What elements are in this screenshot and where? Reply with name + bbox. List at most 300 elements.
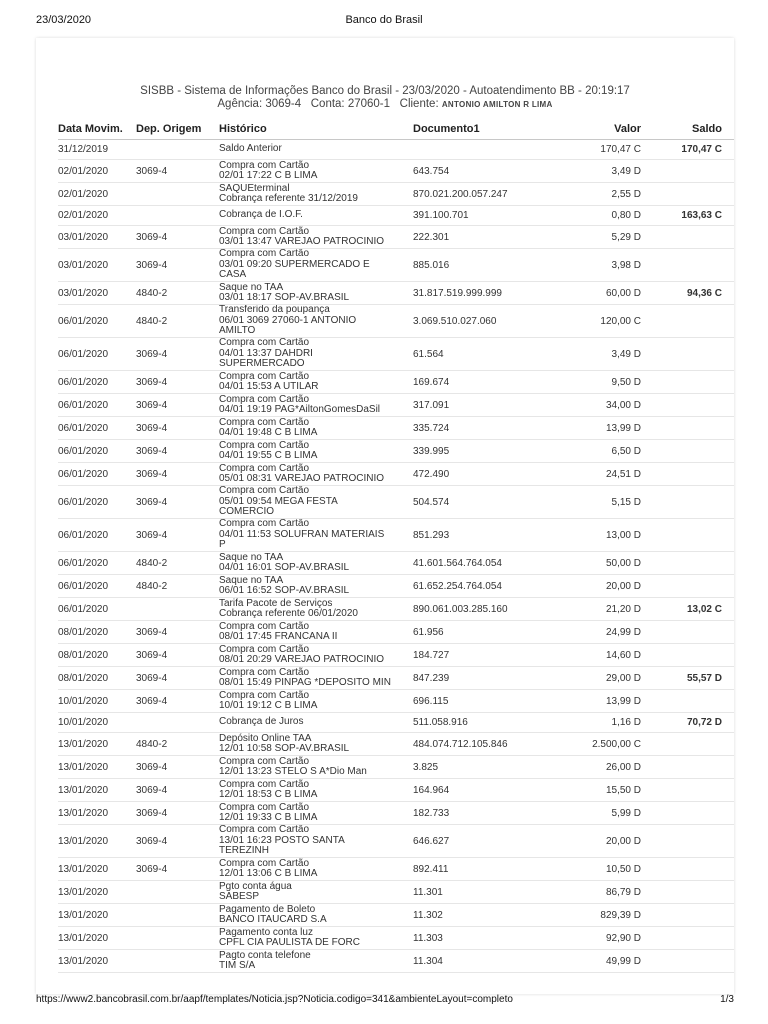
page-url: https://www2.bancobrasil.com.br/aapf/templates/Noticia.jsp?Noticia.codigo=341&ambienteLayout=completo [36,994,513,1005]
cell-valor: 3,49 D [542,160,641,183]
cell-dep [136,904,219,927]
cell-valor: 13,99 D [542,417,641,440]
table-row [58,756,734,779]
cell-dep: 3069-4 [136,667,219,690]
cell-saldo: 13,02 C [641,598,734,621]
cell-hist [219,927,413,950]
hist-line: SUPERMERCADO [219,358,305,370]
hist-line: Compra com Cartão [219,225,310,237]
cell-valor: 5,29 D [542,226,641,249]
cell-doc: 11.303 [413,927,542,950]
cell-valor: 9,50 D [542,371,641,394]
cell-doc: 164.964 [413,779,542,802]
cell-hist [219,486,413,519]
cell-date: 08/01/2020 [58,644,136,667]
cell-date: 06/01/2020 [58,552,136,575]
cell-date: 03/01/2020 [58,249,136,282]
cell-dep [136,598,219,621]
cell-doc: 885.016 [413,249,542,282]
cell-dep: 3069-4 [136,858,219,881]
cell-doc: 169.674 [413,371,542,394]
cell-saldo [641,950,734,973]
hist-line: 04/01 19:48 C B LIMA [219,427,318,438]
hist-line: 13/01 16:23 POSTO SANTA [219,834,345,846]
hist-line: Cobrança de Juros [219,716,304,728]
cell-hist [219,249,413,282]
cell-saldo [641,371,734,394]
cell-doc: 317.091 [413,394,542,417]
cell-doc [413,140,542,160]
hist-line: 05/01 09:54 MEGA FESTA [219,495,338,507]
cell-doc: 511.058.916 [413,713,542,733]
hist-line: Compra com Cartão [219,393,310,405]
cell-doc: 3.825 [413,756,542,779]
cell-saldo [641,575,734,598]
table-row [58,552,734,575]
hist-line: 06/01 16:52 SOP-AV.BRASIL [219,585,350,596]
hist-line: Compra com Cartão [219,857,310,869]
cell-dep: 4840-2 [136,552,219,575]
cell-doc: 472.490 [413,463,542,486]
table-row [58,206,734,226]
cell-date: 06/01/2020 [58,598,136,621]
cell-date: 02/01/2020 [58,183,136,206]
cell-valor: 2,55 D [542,183,641,206]
cliente-name: ANTONIO AMILTON R LIMA [441,100,553,109]
cell-hist [219,644,413,667]
table-row [58,486,734,519]
cell-date: 13/01/2020 [58,904,136,927]
hist-line: P [219,539,226,551]
cell-dep: 4840-2 [136,575,219,598]
cliente-label: Cliente: [399,98,439,110]
table-row [58,733,734,756]
cell-saldo [641,519,734,552]
cell-valor: 3,49 D [542,338,641,371]
cell-date: 02/01/2020 [58,160,136,183]
hist-line: Pgto conta água [219,880,292,892]
cell-date: 06/01/2020 [58,338,136,371]
cell-date: 06/01/2020 [58,417,136,440]
cell-valor: 14,60 D [542,644,641,667]
hist-line: 05/01 08:31 VAREJAO PATROCINIO [219,473,385,484]
col-header-dep: Dep. Origem [136,119,219,140]
table-row [58,519,734,552]
cell-saldo [641,779,734,802]
cell-doc: 339.995 [413,440,542,463]
hist-line: 04/01 13:37 DAHDRI [219,347,313,359]
hist-line: Saque no TAA [219,574,284,586]
hist-line: Pagamento de Boleto [219,903,316,915]
hist-line: Pagto conta telefone [219,949,311,961]
cell-doc: 646.627 [413,825,542,858]
cell-hist [219,305,413,338]
hist-line: Depósito Online TAA [219,732,312,744]
table-row [58,417,734,440]
agencia: Agência: 3069-4 [217,98,302,110]
cell-hist [219,802,413,825]
cell-valor: 5,15 D [542,486,641,519]
cell-hist [219,779,413,802]
cell-date: 08/01/2020 [58,621,136,644]
cell-dep: 3069-4 [136,756,219,779]
cell-doc: 61.956 [413,621,542,644]
cell-dep: 3069-4 [136,690,219,713]
cell-dep: 3069-4 [136,394,219,417]
cell-date: 10/01/2020 [58,690,136,713]
hist-line: BANCO ITAUCARD S.A [219,914,327,925]
cell-hist [219,756,413,779]
hist-line: Transferido da poupança [219,304,330,316]
cell-valor: 20,00 D [542,575,641,598]
cell-saldo [641,927,734,950]
cell-saldo [641,825,734,858]
cell-hist [219,206,413,226]
cell-hist [219,904,413,927]
cell-valor: 49,99 D [542,950,641,973]
cell-doc: 335.724 [413,417,542,440]
cell-valor: 50,00 D [542,552,641,575]
cell-saldo [641,440,734,463]
hist-line: 12/01 19:33 C B LIMA [219,812,318,823]
cell-dep: 3069-4 [136,519,219,552]
cell-date: 06/01/2020 [58,371,136,394]
cell-saldo [641,881,734,904]
cell-doc: 11.301 [413,881,542,904]
cell-saldo [641,417,734,440]
cell-hist [219,552,413,575]
cell-hist [219,183,413,206]
cell-valor: 15,50 D [542,779,641,802]
table-row [58,713,734,733]
cell-dep: 3069-4 [136,249,219,282]
hist-line: 02/01 17:22 C B LIMA [219,170,318,181]
cell-hist [219,733,413,756]
cell-dep: 3069-4 [136,417,219,440]
cell-saldo [641,644,734,667]
hist-line: Compra com Cartão [219,801,310,813]
hist-line: Cobrança referente 31/12/2019 [219,193,358,204]
cell-dep: 3069-4 [136,440,219,463]
hist-line: Saque no TAA [219,281,284,293]
hist-line: Compra com Cartão [219,643,310,655]
cell-date: 06/01/2020 [58,305,136,338]
hist-line: 12/01 18:53 C B LIMA [219,789,318,800]
cell-hist [219,881,413,904]
cell-saldo [641,160,734,183]
table-row [58,282,734,305]
cell-dep [136,950,219,973]
cell-saldo [641,463,734,486]
hist-line: Compra com Cartão [219,666,310,678]
cell-date: 06/01/2020 [58,440,136,463]
hist-line: Compra com Cartão [219,370,310,382]
cell-doc: 870.021.200.057.247 [413,183,542,206]
cell-valor: 3,98 D [542,249,641,282]
cell-dep: 3069-4 [136,486,219,519]
cell-date: 08/01/2020 [58,667,136,690]
hist-line: 08/01 17:45 FRANCANA II [219,631,338,642]
hist-line: 04/01 11:53 SOLUFRAN MATERIAIS [219,528,385,540]
cell-saldo [641,226,734,249]
cell-dep: 3069-4 [136,802,219,825]
hist-line: 08/01 20:29 VAREJAO PATROCINIO [219,654,385,665]
cell-date: 03/01/2020 [58,226,136,249]
hist-line: 06/01 3069 27060-1 ANTONIO [219,314,357,326]
cell-saldo [641,305,734,338]
cell-doc: 851.293 [413,519,542,552]
cell-saldo [641,904,734,927]
cell-valor: 829,39 D [542,904,641,927]
table-row [58,371,734,394]
cell-dep: 3069-4 [136,371,219,394]
cell-hist [219,950,413,973]
cell-date: 06/01/2020 [58,463,136,486]
cell-saldo: 55,57 D [641,667,734,690]
cell-valor: 13,99 D [542,690,641,713]
cell-doc: 61.564 [413,338,542,371]
cell-valor: 86,79 D [542,881,641,904]
table-row [58,249,734,282]
table-row [58,950,734,973]
cell-hist [219,160,413,183]
cell-date: 31/12/2019 [58,140,136,160]
cell-date: 13/01/2020 [58,950,136,973]
cell-doc: 890.061.003.285.160 [413,598,542,621]
table-header-row [58,119,734,140]
hist-line: Compra com Cartão [219,485,310,497]
cell-saldo [641,394,734,417]
cell-saldo [641,183,734,206]
cell-hist [219,140,413,160]
hist-line: 12/01 10:58 SOP-AV.BRASIL [219,743,350,754]
cell-dep: 4840-2 [136,282,219,305]
cell-hist [219,690,413,713]
hist-line: Saque no TAA [219,551,284,563]
cell-saldo: 163,63 C [641,206,734,226]
hist-line: SAQUEterminal [219,182,290,194]
cell-dep: 3069-4 [136,160,219,183]
hist-line: Cobrança de I.O.F. [219,209,303,221]
hist-line: Compra com Cartão [219,689,310,701]
cell-saldo [641,690,734,713]
cell-date: 13/01/2020 [58,779,136,802]
cell-dep: 3069-4 [136,463,219,486]
statement-table [58,119,734,973]
cell-date: 13/01/2020 [58,825,136,858]
col-header-doc: Documento1 [413,119,542,140]
cell-dep: 4840-2 [136,305,219,338]
hist-line: Compra com Cartão [219,159,310,171]
cell-dep [136,881,219,904]
hist-line: Cobrança referente 06/01/2020 [219,608,358,619]
hist-line: 04/01 19:19 PAG*AiltonGomesDaSil [219,404,381,415]
statement-header [36,85,734,111]
hist-line: TEREZINH [219,845,269,857]
cell-date: 13/01/2020 [58,927,136,950]
cell-doc: 11.304 [413,950,542,973]
table-row [58,160,734,183]
hist-line: 03/01 13:47 VAREJAO PATROCINIO [219,236,385,247]
table-row [58,305,734,338]
page-number: 1/3 [720,994,734,1005]
table-row [58,690,734,713]
cell-saldo [641,249,734,282]
cell-saldo: 170,47 C [641,140,734,160]
table-row [58,667,734,690]
cell-valor: 29,00 D [542,667,641,690]
cell-doc: 696.115 [413,690,542,713]
cell-date: 13/01/2020 [58,802,136,825]
hist-line: Compra com Cartão [219,439,310,451]
hist-line: Pagamento conta luz [219,926,313,938]
cell-saldo [641,733,734,756]
table-row [58,779,734,802]
cell-doc: 892.411 [413,858,542,881]
cell-doc: 41.601.564.764.054 [413,552,542,575]
hist-line: 03/01 18:17 SOP-AV.BRASIL [219,292,350,303]
table-row [58,338,734,371]
cell-saldo [641,552,734,575]
cell-doc: 61.652.254.764.054 [413,575,542,598]
col-header-date: Data Movim. [58,119,136,140]
cell-saldo [641,756,734,779]
cell-saldo [641,858,734,881]
cell-dep [136,206,219,226]
table-row [58,858,734,881]
hist-line: Compra com Cartão [219,824,310,836]
cell-saldo [641,338,734,371]
col-header-saldo: Saldo [641,119,734,140]
hist-line: Compra com Cartão [219,248,310,260]
cell-dep: 3069-4 [136,779,219,802]
cell-valor: 21,20 D [542,598,641,621]
conta: Conta: 27060-1 [310,98,391,110]
cell-date: 13/01/2020 [58,881,136,904]
cell-doc: 484.074.712.105.846 [413,733,542,756]
hist-line: 04/01 16:01 SOP-AV.BRASIL [219,562,350,573]
cell-valor: 2.500,00 C [542,733,641,756]
hist-line: 04/01 15:53 A UTILAR [219,381,319,392]
cell-doc: 847.239 [413,667,542,690]
print-footer [0,994,768,1008]
cell-hist [219,371,413,394]
cell-dep: 3069-4 [136,825,219,858]
cell-valor: 120,00 C [542,305,641,338]
table-row [58,140,734,160]
cell-hist [219,338,413,371]
cell-date: 13/01/2020 [58,858,136,881]
cell-hist [219,858,413,881]
cell-hist [219,417,413,440]
cell-dep [136,140,219,160]
hist-line: Tarifa Pacote de Serviços [219,597,333,609]
system-line: SISBB - Sistema de Informações Banco do Brasil - 23/03/2020 - Autoatendimento BB - 20:19:17 [140,85,630,97]
print-header [0,14,768,30]
cell-date: 06/01/2020 [58,519,136,552]
cell-hist [219,575,413,598]
table-row [58,802,734,825]
table-row [58,226,734,249]
cell-date: 06/01/2020 [58,575,136,598]
cell-valor: 20,00 D [542,825,641,858]
hist-line: Saldo Anterior [219,143,282,155]
table-row [58,825,734,858]
hist-line: AMILTO [219,325,256,337]
cell-doc: 3.069.510.027.060 [413,305,542,338]
hist-line: TIM S/A [219,960,256,971]
cell-valor: 24,99 D [542,621,641,644]
cell-dep: 3069-4 [136,338,219,371]
cell-valor: 60,00 D [542,282,641,305]
table-row [58,598,734,621]
cell-hist [219,598,413,621]
cell-doc: 11.302 [413,904,542,927]
cell-valor: 34,00 D [542,394,641,417]
cell-hist [219,621,413,644]
hist-line: 10/01 19:12 C B LIMA [219,700,318,711]
cell-valor: 1,16 D [542,713,641,733]
hist-line: Compra com Cartão [219,462,310,474]
hist-line: Compra com Cartão [219,518,310,530]
cell-valor: 10,50 D [542,858,641,881]
cell-date: 13/01/2020 [58,733,136,756]
account-line [36,98,734,111]
table-row [58,621,734,644]
cell-hist [219,713,413,733]
cell-date: 10/01/2020 [58,713,136,733]
cell-date: 06/01/2020 [58,394,136,417]
table-row [58,183,734,206]
cell-valor: 26,00 D [542,756,641,779]
hist-line: 03/01 09:20 SUPERMERCADO E [219,258,370,270]
cell-saldo: 70,72 D [641,713,734,733]
table-row [58,927,734,950]
cell-doc: 391.100.701 [413,206,542,226]
cell-hist [219,519,413,552]
print-title: Banco do Brasil [345,14,423,26]
cell-dep: 3069-4 [136,621,219,644]
hist-line: CASA [219,269,247,281]
hist-line: Compra com Cartão [219,778,310,790]
table-row [58,575,734,598]
cell-doc: 184.727 [413,644,542,667]
cell-dep [136,927,219,950]
cell-valor: 5,99 D [542,802,641,825]
cell-saldo [641,621,734,644]
cell-dep [136,713,219,733]
statement-rows [58,140,734,973]
cell-date: 02/01/2020 [58,206,136,226]
cell-date: 06/01/2020 [58,486,136,519]
hist-line: Compra com Cartão [219,416,310,428]
cell-date: 03/01/2020 [58,282,136,305]
statement-page [36,38,734,994]
print-date: 23/03/2020 [36,14,92,26]
cell-doc: 643.754 [413,160,542,183]
hist-line: SABESP [219,891,260,902]
hist-line: Compra com Cartão [219,755,310,767]
cell-hist [219,667,413,690]
table-row [58,440,734,463]
cell-valor: 6,50 D [542,440,641,463]
cell-hist [219,226,413,249]
table-row [58,904,734,927]
hist-line: 08/01 15:49 PINPAG *DEPOSITO MIN [219,677,391,688]
cell-dep: 3069-4 [136,644,219,667]
cell-saldo [641,802,734,825]
cell-doc: 222.301 [413,226,542,249]
